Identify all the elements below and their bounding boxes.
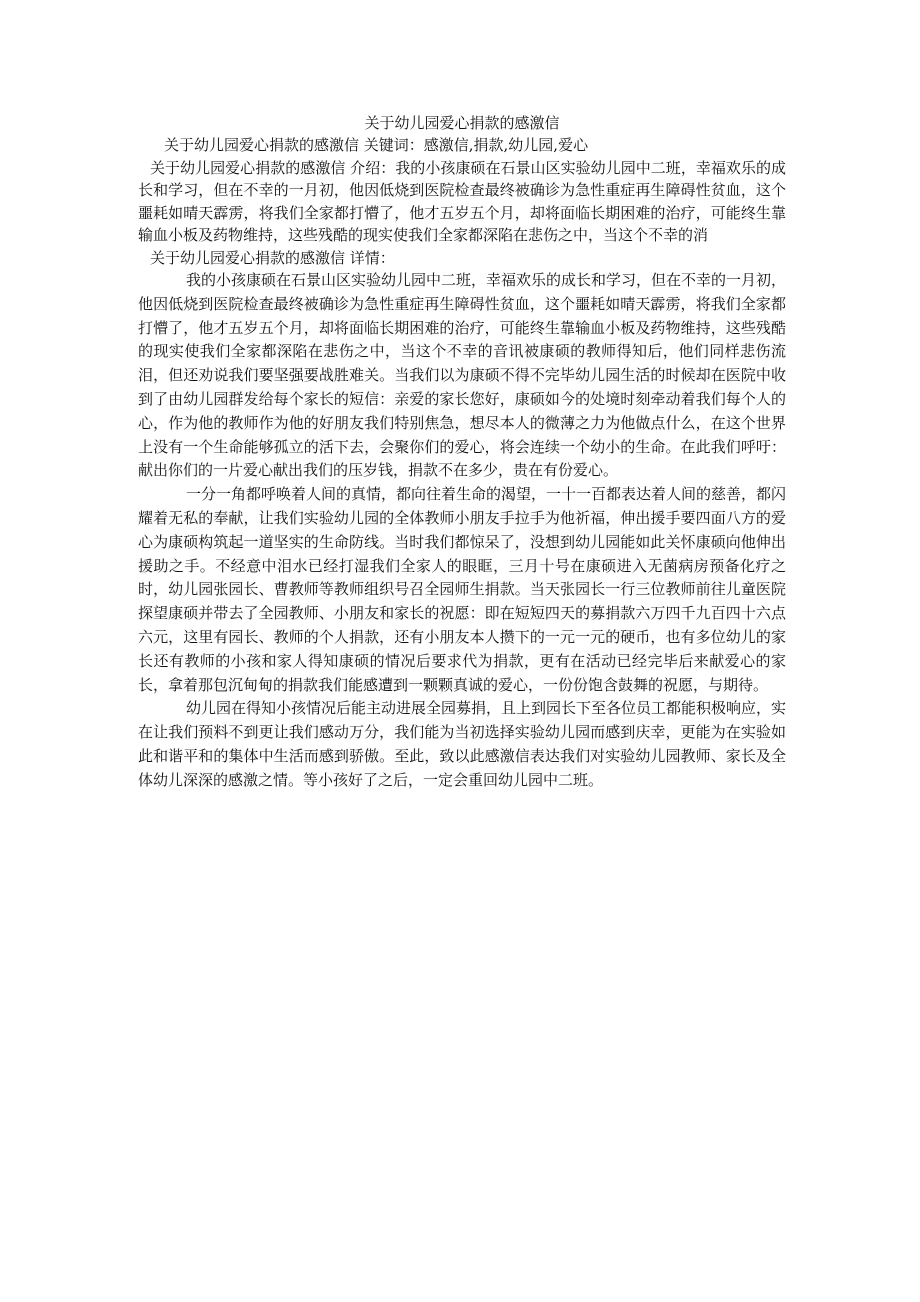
document-page (138, 112, 786, 793)
detail-heading: 关于幼儿园爱心捐款的感激信 详情： (150, 248, 395, 267)
body-paragraph-1: 我的小孩康硕在石景山区实验幼儿园中二班，幸福欢乐的成长和学习，但在不幸的一月初，他因低烧到医院检查最终被确诊为急性重症再生障碍性贫血，这个噩耗如晴天霹雳，将我们全家都打懵了，他才五岁五个月，却将面临长期困难的治疗，可能终生靠输血小板及药物维持，这些残酷的现实使我们全家都深陷在悲伤之中，当这个不幸的音讯被康硕的教师得知后，他们同样悲伤流泪，但还劝说我们要坚强要战胜难关。当我们以为康硕不得不完毕幼儿园生活的时候却在医院中收到了由幼儿园群发给每个家长的短信：亲爱的家长您好，康硕如今的处境时刻牵动着我们每个人的心，作为他的教师作为他的好朋友我们特别焦急，想尽本人的微薄之力为他做点什么，在这个世界上没有一个生命能够孤立的活下去，会聚你们的爱心，将会连续一个幼小的生命。在此我们呼吁：献出你们的一片爱心献出我们的压岁钱，捐款不在多少，贵在有份爱心。 (138, 271, 787, 480)
body-paragraph-2: 一分一角都呼唤着人间的真情，都向往着生命的渴望，一十一百都表达着人间的慈善，都闪耀着无私的奉献，让我们实验幼儿园的全体教师小朋友手拉手为他祈福，伸出援手要四面八方的爱心为康硕构筑起一道坚实的生命防线。当时我们都惊呆了，没想到幼儿园能如此关怀康硕向他伸出援助之手。不经意中泪水已经打湿我们全家人的眼眶，三月十号在康硕进入无菌病房预备化疗之时，幼儿园张园长、曹教师等教师组织号召全园师生捐款。当天张园长一行三位教师前往儿童医院探望康硕并带去了全园教师、小朋友和家长的祝愿：即在短短四天的募捐款六万四千九百四十六点六元，这里有园长、教师的个人捐款，还有小朋友本人攒下的一元一元的硬币，也有多位幼儿的家长还有教师的小孩和家人得知康硕的情况后要求代为捐款，更有在活动已经完毕后来献爱心的家长，拿着那包沉甸甸的捐款我们能感遭到一颗颗真诚的爱心，一份份饱含鼓舞的祝愿，与期待。 (138, 485, 787, 694)
intro-paragraph: 关于幼儿园爱心捐款的感激信 介绍：我的小孩康硕在石景山区实验幼儿园中二班，幸福欢乐的成长和学习，但在不幸的一月初，他因低烧到医院检查最终被确诊为急性重症再生障碍性贫血，这个噩耗如晴天霹雳，将我们全家都打懵了，他才五岁五个月，却将面临长期困难的治疗，可能终生靠输血小板及药物维持，这些残酷的现实使我们全家都深陷在悲伤之中，当这个不幸的消 (138, 158, 786, 244)
keywords-line: 关于幼儿园爱心捐款的感激信 关键词：感激信,捐款,幼儿园,爱心 (164, 136, 589, 154)
body-paragraph-3: 幼儿园在得知小孩情况后能主动进展全园募捐，且上到园长下至各位员工都能积极响应，实在让我们预料不到更让我们感动万分，我们能为当初选择实验幼儿园而感到庆幸，更能为在实验如此和谐平和的集体中生活而感到骄傲。至此，致以此感激信表达我们对实验幼儿园教师、家长及全体幼儿深深的感激之情。等小孩好了之后，一定会重回幼儿园中二班。 (138, 699, 787, 789)
document-title: 关于幼儿园爱心捐款的感激信 (364, 114, 560, 132)
